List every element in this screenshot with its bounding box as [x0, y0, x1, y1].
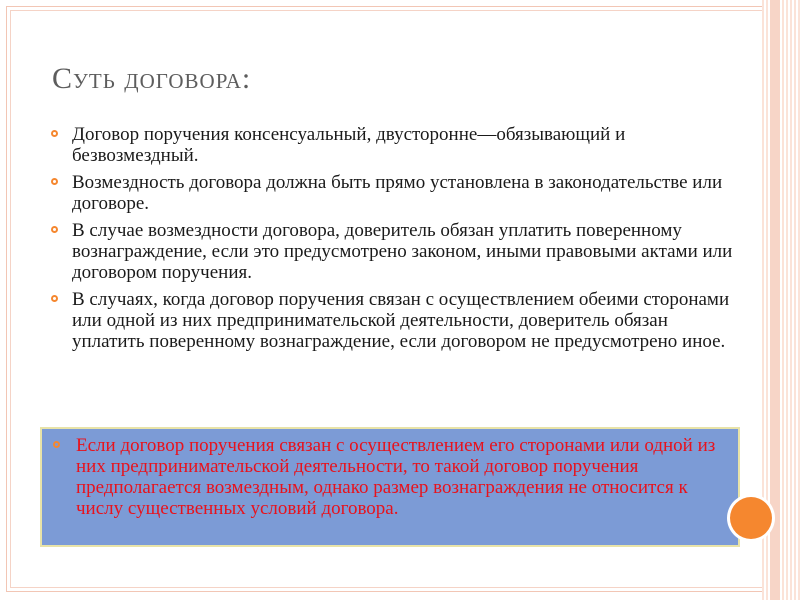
decorative-circle — [730, 497, 772, 539]
bullet-circle-icon — [51, 130, 58, 137]
bullet-circle-icon — [53, 441, 60, 448]
list-item — [48, 289, 738, 352]
highlight-list-item — [42, 429, 738, 519]
slide-title: Суть договора: — [52, 62, 252, 95]
bullet-circle-icon — [51, 226, 58, 233]
highlight-text: Если договор поручения связан с осуществлением его сторонами или одной из них предпринимательской деятельности, то такой договор поручения предполагается возмездным, однако размер вознаграждения не относится к числу существенных условий договора. — [76, 435, 716, 519]
list-item — [48, 124, 738, 166]
bullet-circle-icon — [51, 295, 58, 302]
bullet-circle-icon — [51, 178, 58, 185]
bullet-text: В случаях, когда договор поручения связан с осуществлением обеими сторонами или одной из них предпринимательской деятельности, доверитель обязан уплатить поверенному вознаграждение, если договором не предусмотрено иное. — [72, 289, 730, 352]
highlight-box — [40, 427, 740, 547]
bullet-text: В случае возмездности договора, доверитель обязан уплатить поверенному вознаграждение, если это предусмотрено законом, иными правовыми актами или договором поручения. — [72, 220, 733, 283]
bullet-text: Возмездность договора должна быть прямо установлена в законодательстве или договоре. — [72, 172, 723, 214]
decorative-band — [770, 0, 780, 600]
bullet-text: Договор поручения консенсуальный, двусторонне—обязывающий и безвозмездный. — [72, 124, 626, 166]
bullet-list — [48, 124, 738, 358]
list-item — [48, 220, 738, 283]
list-item — [48, 172, 738, 214]
